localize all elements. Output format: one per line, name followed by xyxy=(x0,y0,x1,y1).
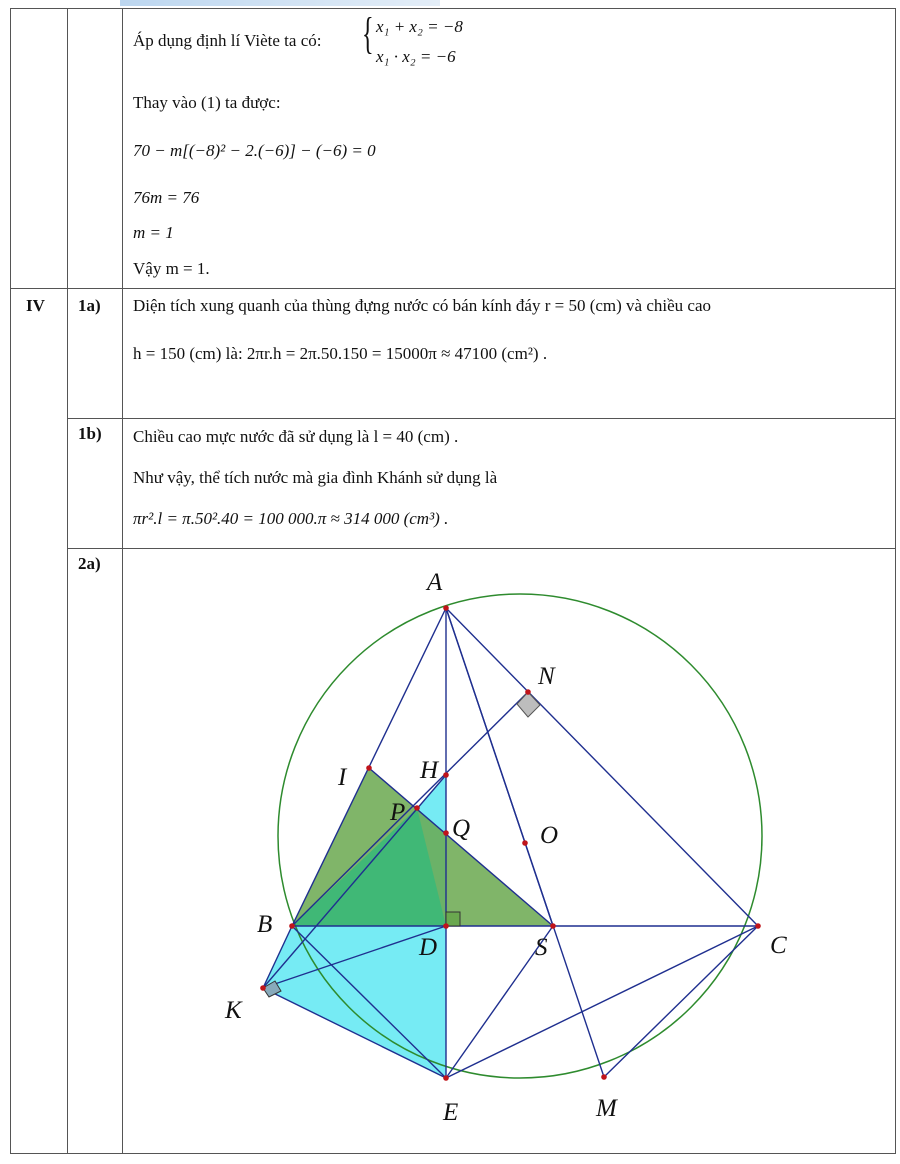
item-1a-line-1: Diện tích xung quanh của thùng đựng nước có bán kính đáy r = 50 (cm) và chiều cao xyxy=(133,296,712,315)
label-d: D xyxy=(419,934,438,961)
label-n: N xyxy=(538,663,555,690)
equation-3: m = 1 xyxy=(133,223,174,242)
label-c: C xyxy=(770,932,787,959)
item-1b-line-2: Như vậy, thể tích nước mà gia đình Khánh sử dụng là xyxy=(133,468,498,487)
viete-intro: Áp dụng định lí Viète ta có: xyxy=(133,31,322,50)
item-1a-line-2: h = 150 (cm) là: 2πr.h = 2π.50.150 = 15000π ≈ 47100 (cm²) . xyxy=(133,344,548,363)
label-h: H xyxy=(420,757,439,784)
system-line-1: x₁ + x₂ = −8 xyxy=(376,17,463,36)
point-d xyxy=(443,923,449,929)
segment-ec xyxy=(446,926,758,1078)
section-label: IV xyxy=(26,296,45,315)
point-i xyxy=(366,765,372,771)
label-o: O xyxy=(540,822,559,849)
point-e xyxy=(443,1075,449,1081)
label-s: S xyxy=(535,934,548,961)
system-brace: { xyxy=(362,9,374,58)
label-k: K xyxy=(225,997,242,1024)
item-label-1b: 1b) xyxy=(78,424,102,443)
label-a: A xyxy=(427,569,443,596)
point-s xyxy=(550,923,556,929)
point-q xyxy=(443,830,449,836)
item-label-1a: 1a) xyxy=(78,296,101,315)
label-i: I xyxy=(338,764,347,791)
label-m: M xyxy=(596,1095,617,1122)
point-b xyxy=(289,923,295,929)
equation-2: 76m = 76 xyxy=(133,188,200,207)
point-a xyxy=(443,605,449,611)
item-1b-line-3: πr².l = π.50².40 = 100 000.π ≈ 314 000 (cm³) . xyxy=(133,509,449,528)
label-b: B xyxy=(257,911,273,938)
system-line-2: x₁ · x₂ = −6 xyxy=(376,47,456,66)
point-c xyxy=(755,923,761,929)
substitute-text: Thay vào (1) ta được: xyxy=(133,93,281,112)
right-angle-d xyxy=(446,912,460,926)
item-1b-line-1: Chiều cao mực nước đã sử dụng là l = 40 (cm) . xyxy=(133,427,459,446)
point-m xyxy=(601,1074,607,1080)
segment-mc xyxy=(604,926,758,1077)
conclusion: Vậy m = 1. xyxy=(133,259,210,278)
label-e: E xyxy=(443,1099,459,1126)
item-label-2a: 2a) xyxy=(78,554,101,573)
right-angle-n xyxy=(517,692,540,717)
label-p: P xyxy=(390,799,406,826)
point-k xyxy=(260,985,266,991)
point-o xyxy=(522,840,528,846)
equation-1: 70 − m[(−8)² − 2.(−6)] − (−6) = 0 xyxy=(133,141,376,160)
label-q: Q xyxy=(452,815,471,842)
point-n xyxy=(525,689,531,695)
point-h xyxy=(443,772,449,778)
point-p xyxy=(414,805,420,811)
